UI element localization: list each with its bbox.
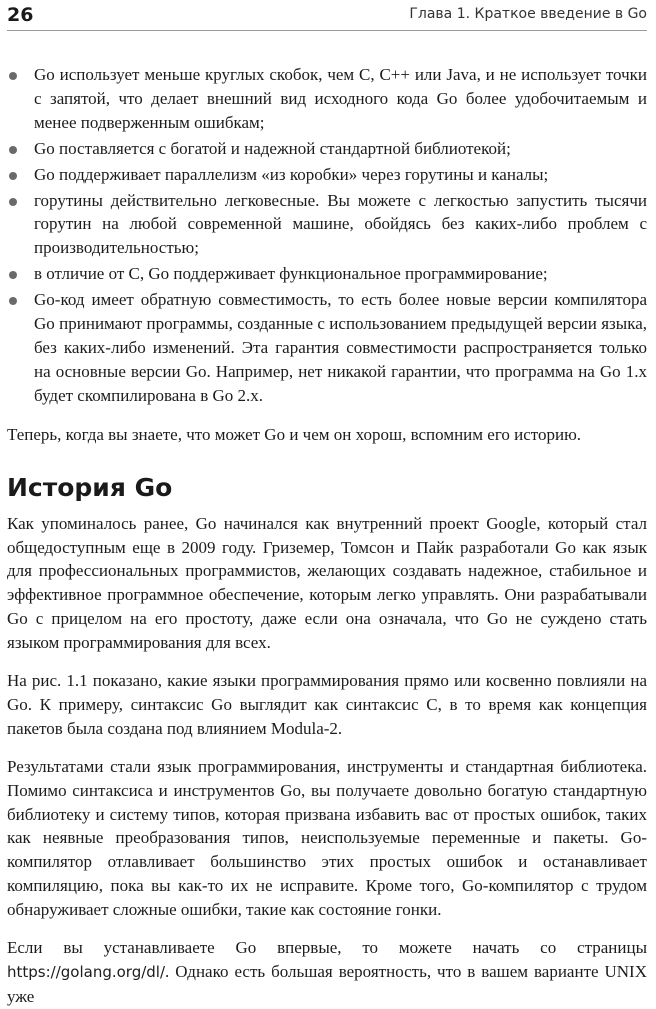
section-heading: История Go <box>7 472 173 502</box>
body-paragraph: Как упоминалось ранее, Go начинался как внутренний проект Google, который стал общедоступным еще в 2009 году. Гриземер, Томсон и Пайк разработали Go как язык для профессиональных программистов, желающих создавать надежное, стабильное и эффективное программное обеспечение, которым легко управлять. Они разрабатывали Go с прицелом на его простоту, даже если она означала, что Go не суждено стать языком программирования для всех. <box>7 513 647 653</box>
list-item-text: Go поставляется с богатой и надежной стандартной библиотекой; <box>34 138 511 158</box>
list-item <box>7 262 647 286</box>
list-item-text: Go поддерживает параллелизм «из коробки» через горутины и каналы; <box>34 164 549 184</box>
body-paragraph <box>7 936 647 1009</box>
body-paragraph: Результатами стали язык программирования, инструменты и стандартная библиотека. Помимо синтаксиса и инструментов Go, вы получаете довольно богатую стандартную библиотеку и систему типов, которая призвана избавить вас от простых ошибок, таких как неявные преобразования типов, неиспользуемые переменные и пакеты. Go-компилятор отлавливает большинство этих простых ошибок и останавливает компиляцию, пока вы как-то их не исправите. Кроме того, Go-компилятор с трудом обнаруживает сложные ошибки, такие как состояние гонки. <box>7 756 647 920</box>
golang-download-link[interactable]: https://golang.org/dl/ <box>7 963 166 981</box>
list-item <box>7 288 647 408</box>
page-content <box>7 63 647 1009</box>
list-item <box>7 189 647 261</box>
running-title: Глава 1. Краткое введение в Go <box>409 6 647 22</box>
bullet-icon <box>9 72 17 80</box>
page-number: 26 <box>7 4 34 26</box>
list-item <box>7 163 647 187</box>
paragraph-text: . Однако есть большая вероятность, что в вашем варианте UNIX уже <box>7 962 647 1006</box>
list-item-text: в отличие от C, Go поддерживает функциональное программирование; <box>34 264 548 284</box>
list-item <box>7 137 647 161</box>
bullet-icon <box>9 271 17 279</box>
bullet-icon <box>9 198 17 206</box>
list-item-text: Go-код имеет обратную совместимость, то есть более новые версии компилятора Go принимают программы, созданные с использованием предыдущей версии языка, без каких-либо изменений. Эта гарантия совместимости распространяется только на основные версии Go. Например, нет никакой гарантии, что программа на Go 1.x будет скомпилирована в Go 2.x. <box>34 290 647 405</box>
body-paragraph: На рис. 1.1 показано, какие языки программирования прямо или косвенно повлияли на Go. К примеру, синтаксис Go выглядит как синтаксис C, в то время как концепция пакетов была создана под влиянием Modula-2. <box>7 671 647 738</box>
list-item-text: горутины действительно легковесные. Вы можете с легкостью запустить тысячи горутин на любой современной машине, обойдясь без каких-либо проблем с производительностью; <box>34 190 647 258</box>
paragraph-text: Если вы устанавливаете Go впервые, то можете начать со страницы <box>7 938 647 958</box>
list-item-text: Go использует меньше круглых скобок, чем C, C++ или Java, и не использует точки с запятой, что делает внешний вид исходного кода Go более удобочитаемым и менее подверженным ошибкам; <box>34 65 647 132</box>
bullet-icon <box>9 297 17 305</box>
bullet-icon <box>9 146 17 154</box>
page-header <box>7 4 647 26</box>
summary-paragraph: Теперь, когда вы знаете, что может Go и чем он хорош, вспомним его историю. <box>7 424 582 444</box>
list-item <box>7 63 647 135</box>
bullet-icon <box>9 172 17 180</box>
header-divider <box>7 30 647 31</box>
feature-list <box>7 63 647 408</box>
